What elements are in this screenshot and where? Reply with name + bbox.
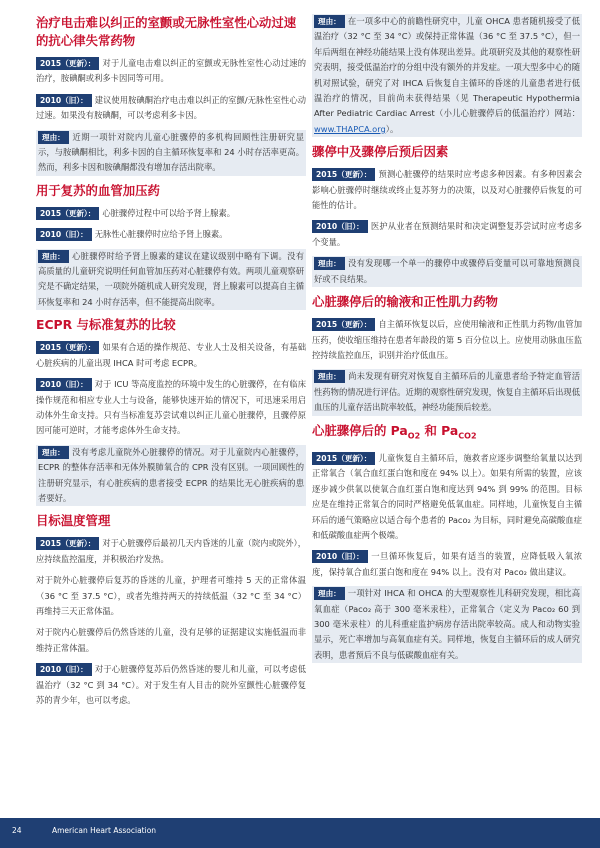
- label-rationale: 理由：: [314, 587, 345, 600]
- paragraph-text: 没有发现哪一个单一的骤停中或骤停后变量可以可靠地预测良好或不良结果。: [314, 258, 580, 284]
- paragraph-text: 医护从业者在预测结果时和决定调整复苏尝试时应考虑多个变量。: [312, 221, 582, 247]
- label-rationale: 理由：: [314, 257, 345, 270]
- paragraph: [36, 56, 306, 87]
- heading-prognosis: 骤停中及骤停后预后因素: [312, 144, 449, 160]
- right-column: [312, 14, 582, 669]
- paragraph: [36, 377, 306, 439]
- heading-text: 和 Pa: [420, 422, 459, 438]
- label-update: 2015（更新）：: [36, 341, 99, 354]
- label-rationale: 理由：: [314, 370, 345, 383]
- heading-fluids-inotropes: 心脏骤停后的输液和正性肌力药物: [312, 294, 498, 310]
- label-rationale: 理由：: [314, 15, 345, 28]
- paragraph: [36, 662, 306, 708]
- paragraph-text: 无脉性心脏骤停时应给予肾上腺素。: [94, 229, 228, 240]
- paragraph-text: 儿童恢复自主循环后，施救者应逐步调整给氧量以达到正常氧合（氧合血红蛋白饱和度在 94% 以上）。如果有所需的装置，应该逐步减少供氧以使氧合血红蛋白饱和度达到 94% 到 99% 的范围。目标应是在维持正常氧合的同时严格避免低氧血症。同样地，儿童恢复自主循环后的通气策略应以适合每个患者的 Paco₂ 为目标，同时避免高碳酸血症和低碳酸血症两个极端。: [312, 453, 582, 541]
- heading-temperature: 目标温度管理: [36, 513, 111, 529]
- label-update: 2015（更新）：: [36, 57, 99, 70]
- heading-ecpr: ECPR 与标准复苏的比较: [36, 317, 176, 333]
- paragraph-text: 心脏骤停过程中可以给予肾上腺素。: [102, 207, 236, 218]
- paragraph-rationale: [312, 586, 582, 663]
- heading-antiarrhythmic: 治疗电击难以纠正的室颤或无脉性室性心动过速的抗心律失常药物: [36, 15, 297, 48]
- paragraph-rationale: [312, 369, 582, 415]
- label-update: 2015（更新）：: [312, 452, 375, 465]
- paragraph-text: 一旦循环恢复后，如果有适当的装置，应降低吸入氧浓度，保持氧合血红蛋白饱和度在 94% 以上。没有对 Paco₂ 做出建议。: [312, 551, 582, 577]
- paragraph-text: 尚未发现有研究对恢复自主循环后的儿童患者给予特定血管活性药物的情况进行评估。近期的观察性研究发现，恢复自主循环后出现低血压的儿童存活出院率较低，神经功能预后较差。: [314, 371, 580, 413]
- paragraph: 对于院内心脏骤停后仍然昏迷的儿童，没有足够的证据建议实施低温而非维持正常体温。: [36, 627, 306, 653]
- paragraph: [36, 206, 306, 221]
- label-update: 2015（更新）：: [312, 168, 375, 181]
- page-number: 24: [12, 826, 22, 835]
- paragraph: [312, 317, 582, 363]
- heading-subscript: O2: [407, 431, 421, 440]
- paragraph-rationale: [36, 249, 306, 311]
- paragraph: [312, 167, 582, 213]
- label-update: 2015（更新）：: [36, 207, 99, 220]
- label-old: 2010（旧）：: [36, 378, 92, 391]
- paragraph-text: 没有考虑儿童院外心脏骤停的情况。对于儿童院内心脏骤停，ECPR 的整体存活率和无体外膜肺氧合的 CPR 没有区别。一项回顾性的注册研究显示，有心脏疾病的患者接受 ECPR 的结果比无心脏疾病的患者要好。: [38, 446, 304, 503]
- label-rationale: 理由：: [38, 250, 69, 263]
- label-rationale: 理由：: [38, 446, 69, 459]
- heading-subscript: CO2: [458, 431, 477, 440]
- paragraph-text: 对于儿童电击难以纠正的室颤或无脉性室性心动过速的治疗，胺碘酮或利多卡因同等可用。: [36, 58, 306, 84]
- paragraph-text: 一项针对 IHCA 和 OHCA 的大型观察性儿科研究发现，相比高氧血症（Paco₂ 高于 300 毫米汞柱），正常氧合（定义为 Paco₂ 60 到 300 毫米汞柱）的儿科重症监护病房存活出院率较高。成人和动物实验显示，死亡率增加与高氧血症有关。同样地，恢复自主循环后的成人研究表明，患者预后不良与低碳酸血症有关。: [314, 588, 580, 660]
- paragraph-text: 如果有合适的操作规范、专业人士及相关设备，有基础心脏疾病的儿童出现 IHCA 时可考虑 ECPR。: [36, 342, 306, 368]
- paragraph: [36, 536, 306, 567]
- heading-vasopressors: 用于复苏的血管加压药: [36, 182, 160, 198]
- thapca-link[interactable]: www.THAPCA.org: [314, 123, 386, 134]
- heading-pao2-paco2: [312, 422, 582, 445]
- paragraph-text: 对于 ICU 等高度监控的环境中发生的心脏骤停，在有临床操作规范和相应专业人士与设备，能够快速开始的情况下，可迅速采用启动体外生命支持。只有当标准复苏尝试难以纠正儿童心脏骤停，且骤停原因可能可逆时，才能考虑体外生命支持。: [36, 379, 306, 436]
- paragraph-rationale: [36, 130, 306, 176]
- label-update: 2015（更新）：: [312, 318, 375, 331]
- paragraph-text: 对于心脏骤停复苏后仍然昏迷的婴儿和儿童，可以考虑低温治疗（32 °C 到 34 °C）。对于发生有人目击的院外室颤性心脏骤停复苏的青少年，也可以考虑。: [36, 664, 306, 705]
- label-old: 2010（旧）：: [36, 94, 92, 107]
- label-old: 2010（旧）：: [312, 550, 368, 563]
- paragraph: [36, 340, 306, 371]
- paragraph: 对于院外心脏骤停后复苏的昏迷的儿童，护理者可维持 5 天的正常体温（36 °C 至 37.5 °C），或者先维持两天的持续低温（32 °C 至 34 °C）再维持三天正常体温。: [36, 575, 306, 616]
- paragraph-text: ）。: [385, 123, 399, 134]
- paragraph: [36, 227, 306, 242]
- label-old: 2010（旧）：: [36, 228, 92, 241]
- paragraph-rationale: [36, 445, 306, 507]
- paragraph-text: 对于心脏骤停后最初几天内昏迷的儿童（院内或院外），应持续监控温度，并积极治疗发热。: [36, 538, 306, 564]
- heading-text: 心脏骤停后的 Pa: [312, 422, 408, 438]
- label-old: 2010（旧）：: [36, 663, 92, 676]
- paragraph-text: 在一项多中心的前瞻性研究中，儿童 OHCA 患者随机接受了低温治疗（32 °C 至 34 °C）或保持正常体温（36 °C 至 37.5 °C），但一年后两组在神经功能结果上没有体现出差异。此项研究及其他的观察性研究表明，接受低温治疗的分组中没有额外的并发症。一项大型多中心的随机对照试验，研究了对 IHCA 后恢复自主循环的昏迷的儿童患者进行低温治疗的情况，目前尚未获得结果（见 Therapeutic Hypothermia After Pediatric Cardiac Arrest（小儿心脏骤停后的低温治疗）网站：: [314, 16, 580, 119]
- paragraph-text: 心脏骤停时给予肾上腺素的建议在建议级别中略有下调。没有高质量的儿童研究说明任何血管加压药对心脏骤停有效。两项儿童观察研究是不确定结果，一项院外随机成人研究发现，肾上腺素可以提高自主循环恢复率和 24 小时存活率，但不能提高出院率。: [38, 250, 304, 307]
- organization-name: American Heart Association: [52, 826, 157, 835]
- paragraph-text: 近期一项针对院内儿童心脏骤停的多机构回顾性注册研究显示，与胺碘酮相比，利多卡因的自主循环恢复率和 24 小时存活率更高。然而，利多卡因和胺碘酮都没有增加存活出院率。: [38, 131, 304, 173]
- left-column: [36, 14, 306, 714]
- paragraph-text: 自主循环恢复以后，应使用输液和正性肌力药物/血管加压药，使收缩压维持在患者年龄段的第 5 百分位以上。应使用动脉血压监控持续监控血压，识别并治疗低血压。: [312, 319, 582, 360]
- paragraph: [312, 219, 582, 250]
- paragraph: [312, 451, 582, 543]
- paragraph: [36, 93, 306, 124]
- paragraph: [312, 549, 582, 580]
- paragraph-text: 预测心脏骤停的结果时应考虑多种因素。有多种因素会影响心脏骤停时继续或终止复苏努力的决策，以及对心脏骤停后恢复的可能性的估计。: [312, 169, 582, 211]
- label-old: 2010（旧）：: [312, 220, 368, 233]
- label-rationale: 理由：: [38, 131, 69, 144]
- page-footer: [0, 818, 600, 848]
- paragraph-rationale: [312, 256, 582, 287]
- paragraph-text: 建议使用胺碘酮治疗电击难以纠正的室颤/无脉性室性心动过速。如果没有胺碘酮，可以考虑利多卡因。: [36, 94, 306, 121]
- label-update: 2015（更新）：: [36, 537, 99, 550]
- paragraph-rationale: [312, 14, 582, 137]
